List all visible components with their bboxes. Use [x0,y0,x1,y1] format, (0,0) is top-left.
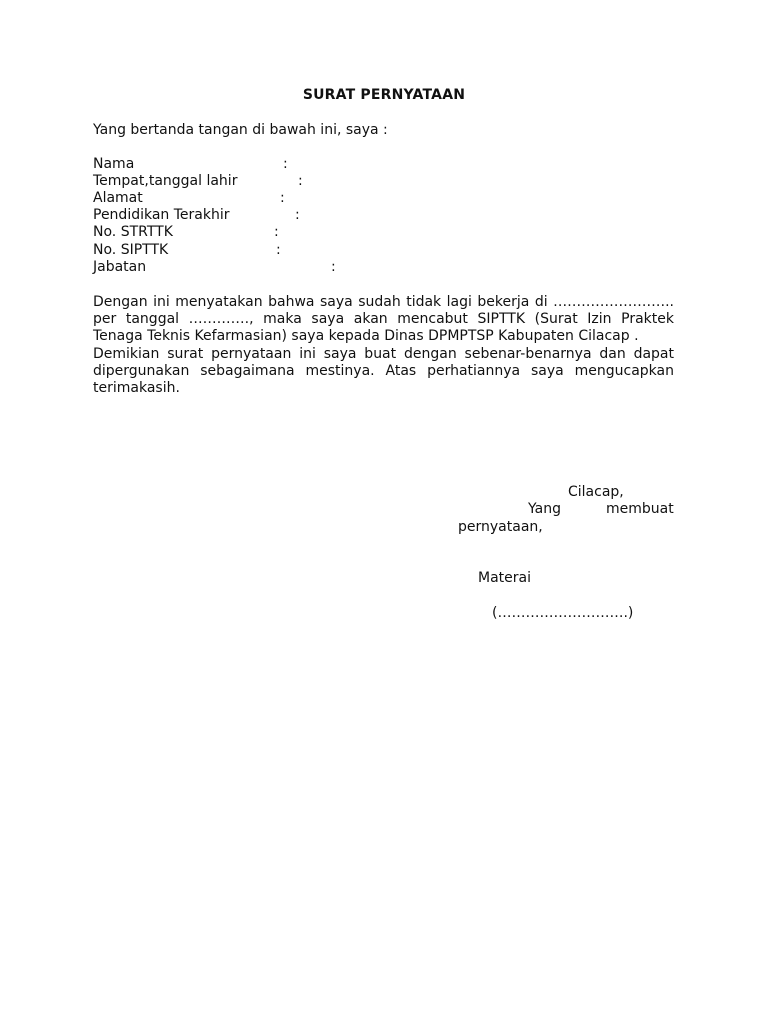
signature-maker-line2: pernyataan, [458,519,543,535]
closing-paragraph: Demikian surat pernyataan ini saya buat dengan sebenar-benarnya dan dapat dipergunakan sebagaimana mestinya. Atas perhatiannya saya mengucapkan terimakasih. [93,346,674,397]
field-nama [93,156,288,173]
field-colon: : [283,156,288,172]
signature-name-placeholder: (……………………….) [492,605,634,621]
field-no-strttk [93,224,279,241]
field-alamat [93,190,285,207]
document-title: SURAT PERNYATAAN [302,87,466,103]
field-label: Jabatan [93,259,147,275]
intro-text: Yang bertanda tangan di bawah ini, saya : [93,122,388,138]
signature-maker-word1: Yang [528,501,561,517]
field-colon: : [276,242,281,258]
field-colon: : [295,207,300,223]
signature-place: Cilacap, [568,484,624,500]
field-label: Nama [93,156,135,172]
statement-paragraph: Dengan ini menyatakan bahwa saya sudah tidak lagi bekerja di …………………….. per tanggal …………., maka saya akan mencabut SIPTTK (Surat Izin Praktek Tenaga Teknis Kefarmasian) saya kepada Dinas DPMPTSP Kabupaten Cilacap . [93,294,674,345]
field-colon: : [331,259,336,275]
field-label: No. SIPTTK [93,242,169,258]
field-no-sipttk [93,242,281,259]
field-label: Tempat,tanggal lahir [93,173,238,189]
field-label: Pendidikan Terakhir [93,207,230,223]
field-colon: : [274,224,279,240]
materai-label: Materai [478,570,531,586]
signature-maker-word2: membuat [606,501,674,517]
field-label: No. STRTTK [93,224,173,240]
field-colon: : [298,173,303,189]
field-jabatan [93,259,336,276]
field-pendidikan-terakhir [93,207,300,224]
field-colon: : [280,190,285,206]
field-label: Alamat [93,190,143,206]
field-tempat-tanggal-lahir [93,173,303,190]
